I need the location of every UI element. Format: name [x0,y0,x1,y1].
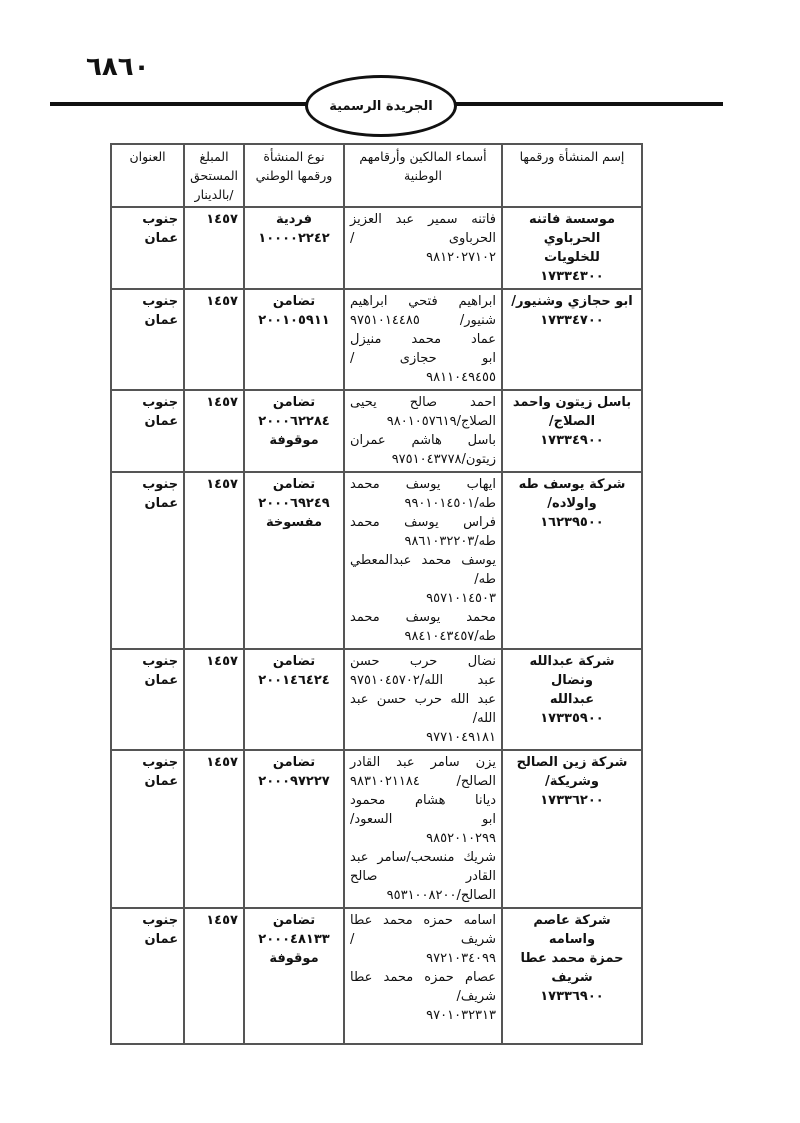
amount-due: ١٤٥٧ [184,472,244,649]
table-row [111,289,642,390]
owners-names-line: زيتون/٩٧٥١٠٤٣٧٧٨ [391,452,496,467]
owners-names-line: ايهاب يوسف محمد [350,477,496,492]
amount-due: ١٤٥٧ [184,207,244,289]
owners-names-line: ٩٨١١٠٤٩٤٥٥ [426,370,496,385]
owners-names-line: شنيور/ ٩٧٥١٠١٤٤٨٥ [350,313,496,328]
establishment-name-line: ١٦٢٣٩٥٠٠ [540,515,604,530]
owners-names-line: يوسف محمد عبدالمعطي [350,553,496,568]
establishment-type-line: ٢٠٠٠٦٩٢٤٩ [258,496,330,511]
table-row [111,472,642,649]
owners-names-line: الصلاج/٩٨٠١٠٥٧٦١٩ [386,414,496,429]
address: جنوب عمان [111,908,184,1044]
table-header-row [111,144,642,207]
column-header: نوع المنشأة ورقمها الوطني [244,144,344,207]
amount-due: ١٤٥٧ [184,908,244,1044]
owners-names-line: فراس يوسف محمد [350,515,496,530]
establishment-type [244,289,344,390]
owners-names-line: نضال حرب حسن [350,654,496,669]
address: جنوب عمان [111,390,184,472]
establishment-type [244,750,344,908]
establishment-name [502,649,642,750]
establishment-name-line: ١٧٣٣٤٣٠٠ [540,269,604,284]
establishment-type-line: موقوفة [269,433,319,448]
owners-names-line: احمد صالح يحيى [350,395,496,410]
establishment-type-line: تضامن [272,913,316,928]
owners-names-line: طه/٩٨٦١٠٣٢٢٠٣ [404,534,496,549]
owners-names-line: طه/٩٨٤١٠٤٣٤٥٧ [404,629,496,644]
establishment-type-line: موقوفة [269,951,319,966]
owners-names-line: ٩٧٧١٠٤٩١٨١ [426,730,496,745]
establishment-name-line: ١٧٣٣٤٧٠٠ [540,313,604,328]
establishment-name-line: ابو حجازي وشنيور/ [511,294,633,309]
establishment-type-line: تضامن [272,294,316,309]
owners-names [344,289,502,390]
owners-names-line: فاتنه سمير عبد العزيز [350,212,496,227]
establishment-type-line: تضامن [272,395,316,410]
establishment-type-line: ٢٠٠١٤٦٤٢٤ [258,673,330,688]
owners-names-line: ٩٧٠١٠٣٢٣١٣ [426,1008,496,1023]
owners-names-line: طه/٩٩٠١٠١٤٥٠١ [404,496,496,511]
establishment-name-line: ١٧٣٣٦٢٠٠ [540,793,604,808]
establishment-type-line: ٢٠٠١٠٥٩١١ [258,313,330,328]
establishment-type-line: ١٠٠٠٠٢٢٤٢ [258,231,330,246]
owners-names-line: عصام حمزه محمد عطا [350,970,496,985]
owners-names-line: الصالح/ ٩٨٣١٠٢١١٨٤ [350,774,496,789]
owners-names-line: ٩٨٥٢٠١٠٢٩٩ [426,831,496,846]
amount-due: ١٤٥٧ [184,750,244,908]
table-row [111,750,642,908]
establishment-name-line: عبدالله [549,692,595,707]
establishment-type-line: تضامن [272,755,316,770]
owners-names-line: ابو حجازى / [350,351,496,366]
owners-names [344,207,502,289]
table-row [111,390,642,472]
column-header: المبلغ المستحق /بالدينار [184,144,244,207]
owners-names [344,472,502,649]
owners-names-line: الصالح/٩٥٣١٠٠٨٢٠٠ [386,888,496,903]
establishment-name-line: شركة يوسف طه [518,477,626,492]
establishment-type-line: ٢٠٠٠٩٧٢٢٧ [258,774,330,789]
establishment-type [244,908,344,1044]
address: جنوب عمان [111,649,184,750]
establishment-name-line: وشريكة/ [544,774,600,789]
address: جنوب عمان [111,289,184,390]
establishment-name-line: واولاده/ [547,496,597,511]
establishment-name-line: شركة زين الصالح [516,755,628,770]
establishment-name [502,390,642,472]
establishment-name-line: ١٧٣٣٤٩٠٠ [540,433,604,448]
owners-names-line: الحرباوى / [350,231,496,246]
establishment-name [502,289,642,390]
establishment-name-line: ١٧٣٣٥٩٠٠ [540,711,604,726]
column-header: إسم المنشأة ورقمها [502,144,642,207]
establishment-name [502,908,642,1044]
establishment-name-line: شركة عبدالله ونضال [529,654,615,688]
establishment-name [502,750,642,908]
establishment-name [502,472,642,649]
owners-names-line: ديانا هشام محمود [350,793,496,808]
owners-names-line: طه/ [474,572,496,587]
owners-names-line: يزن سامر عبد القادر [350,755,496,770]
establishment-name [502,207,642,289]
establishment-name-line: موسسة فاتنه الحرباوي [528,212,616,246]
address: جنوب عمان [111,472,184,649]
column-header: أسماء المالكين وأرقامهم الوطنية [344,144,502,207]
column-header: العنوان [111,144,184,207]
address: جنوب عمان [111,750,184,908]
establishment-type-line: ٢٠٠٠٤٨١٣٣ [258,932,330,947]
establishment-type [244,649,344,750]
establishment-type [244,472,344,649]
owners-names-line: القادر صالح [350,869,496,884]
owners-names [344,908,502,1044]
owners-names-line: ٩٥٧١٠١٤٥٠٣ [426,591,496,606]
establishment-type-line: فردية [275,212,313,227]
owners-names-line: ابراهيم فتحي ابراهيم [350,294,496,309]
amount-due: ١٤٥٧ [184,390,244,472]
establishment-name-line: الصلاج/ [548,414,596,429]
table-row [111,207,642,289]
establishment-name-line: للخلويات [544,250,600,265]
owners-names-line: ٩٧٢١٠٣٤٠٩٩ [426,951,496,966]
owners-names [344,649,502,750]
establishment-name-line: باسل زيتون واحمد [512,395,632,410]
owners-names-line: شريف / [350,932,496,947]
establishment-type-line: تضامن [272,477,316,492]
owners-names-line: باسل هاشم عمران [350,433,496,448]
owners-names [344,390,502,472]
owners-names-line: محمد يوسف محمد [350,610,496,625]
amount-due: ١٤٥٧ [184,289,244,390]
owners-names-line: اسامه حمزه محمد عطا [350,913,496,928]
owners-names-line: عبد الله حرب حسن عبد الله/ [350,692,496,726]
owners-names-line: ابو السعود/ [350,812,496,827]
owners-names-line: عبد الله/٩٧٥١٠٤٥٧٠٢ [350,673,496,688]
owners-names-line: شريف/ [456,989,496,1004]
owners-names-line: شريك منسحب/سامر عبد [350,850,496,865]
establishment-type [244,207,344,289]
establishment-name-line: شركة عاصم واسامه [533,913,611,947]
amount-due: ١٤٥٧ [184,649,244,750]
owners-names [344,750,502,908]
owners-names-line: ٩٨١٢٠٢٧١٠٢ [426,250,496,265]
establishment-name-line: حمزة محمد عطا شريف [520,951,624,985]
establishment-type-line: ٢٠٠٠٦٢٢٨٤ [258,414,330,429]
table-row [111,908,642,1044]
owners-names-line: عماد محمد منيزل [350,332,496,347]
companies-table [110,143,643,1045]
address: جنوب عمان [111,207,184,289]
table-row [111,649,642,750]
establishment-type-line: مفسوخة [265,515,323,530]
page-number: ٦٨٦٠ [86,52,150,82]
establishment-type [244,390,344,472]
establishment-name-line: ١٧٣٣٦٩٠٠ [540,989,604,1004]
establishment-type-line: تضامن [272,654,316,669]
header-title: الجريدة الرسمية [305,75,457,137]
